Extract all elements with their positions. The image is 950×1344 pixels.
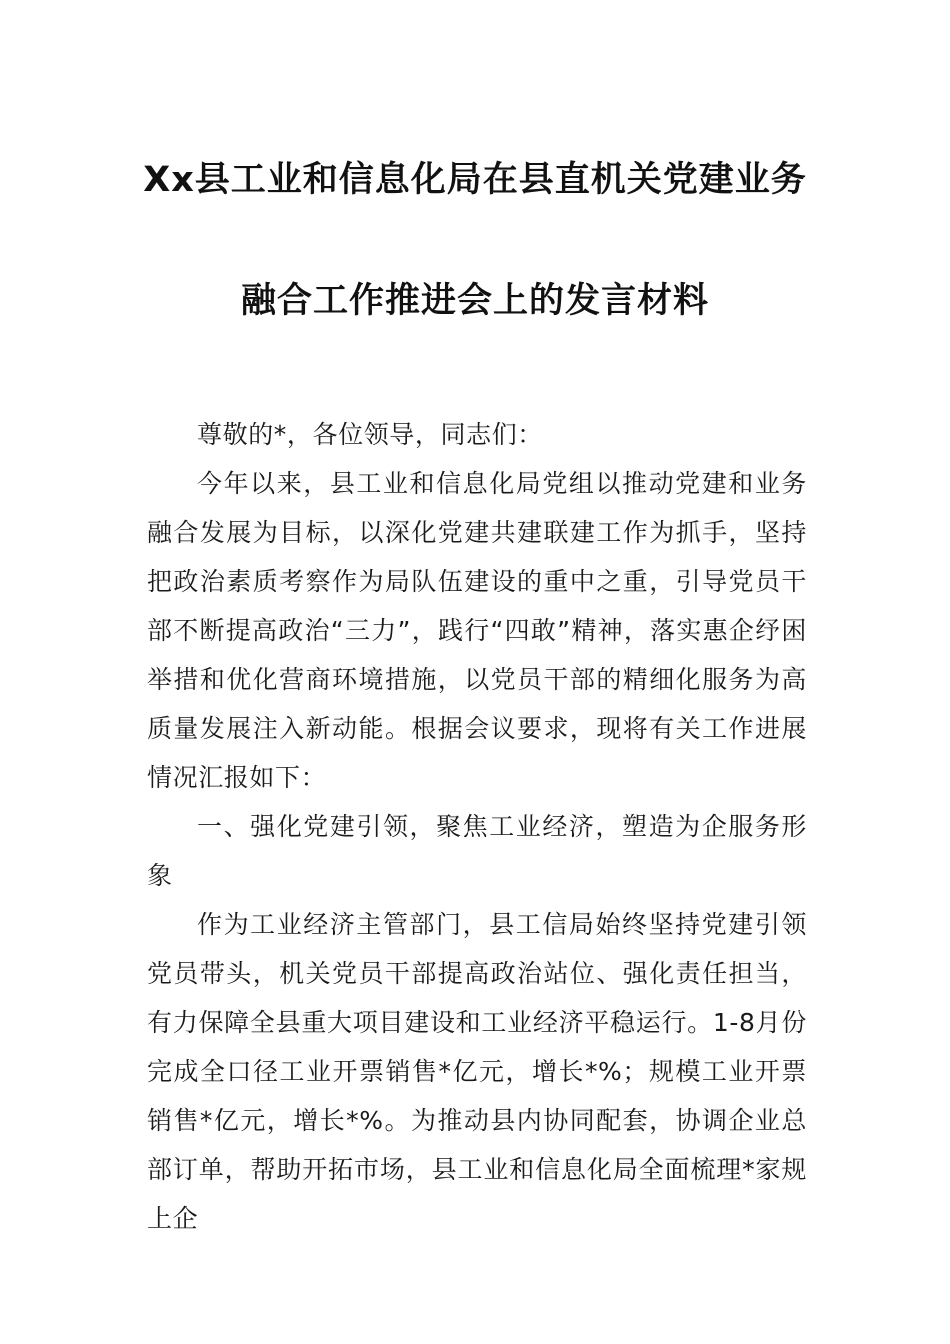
section-heading-1: 一、强化党建引领，聚焦工业经济，塑造为企服务形象 [147, 812, 807, 890]
salutation: 尊敬的*，各位领导，同志们： [197, 420, 543, 449]
document-title-line-1: Xx县工业和信息化局在县直机关党建业务 [143, 160, 807, 200]
paragraph-intro: 今年以来，县工业和信息化局党组以推动党建和业务融合发展为目标，以深化党建共建联建工作为抓手，坚持把政治素质考察作为局队伍建设的重中之重，引导党员干部不断提高政治“三力”，践行“四敢”精神，落实惠企纾困举措和优化营商环境措施，以党员干部的精细化服务为高质量发展注入新动能。根据会议要求，现将有关工作进展情况汇报如下： [147, 469, 807, 792]
document-body [147, 410, 807, 1243]
document-title-line-2: 融合工作推进会上的发言材料 [240, 281, 709, 321]
paragraph-section-1: 作为工业经济主管部门，县工信局始终坚持党建引领党员带头，机关党员干部提高政治站位、强化责任担当，有力保障全县重大项目建设和工业经济平稳运行。1-8月份完成全口径工业开票销售*亿元，增长*%；规模工业开票销售*亿元，增长*%。为推动县内协同配套，协调企业总部订单，帮助开拓市场，县工业和信息化局全面梳理*家规上企 [147, 910, 807, 1233]
